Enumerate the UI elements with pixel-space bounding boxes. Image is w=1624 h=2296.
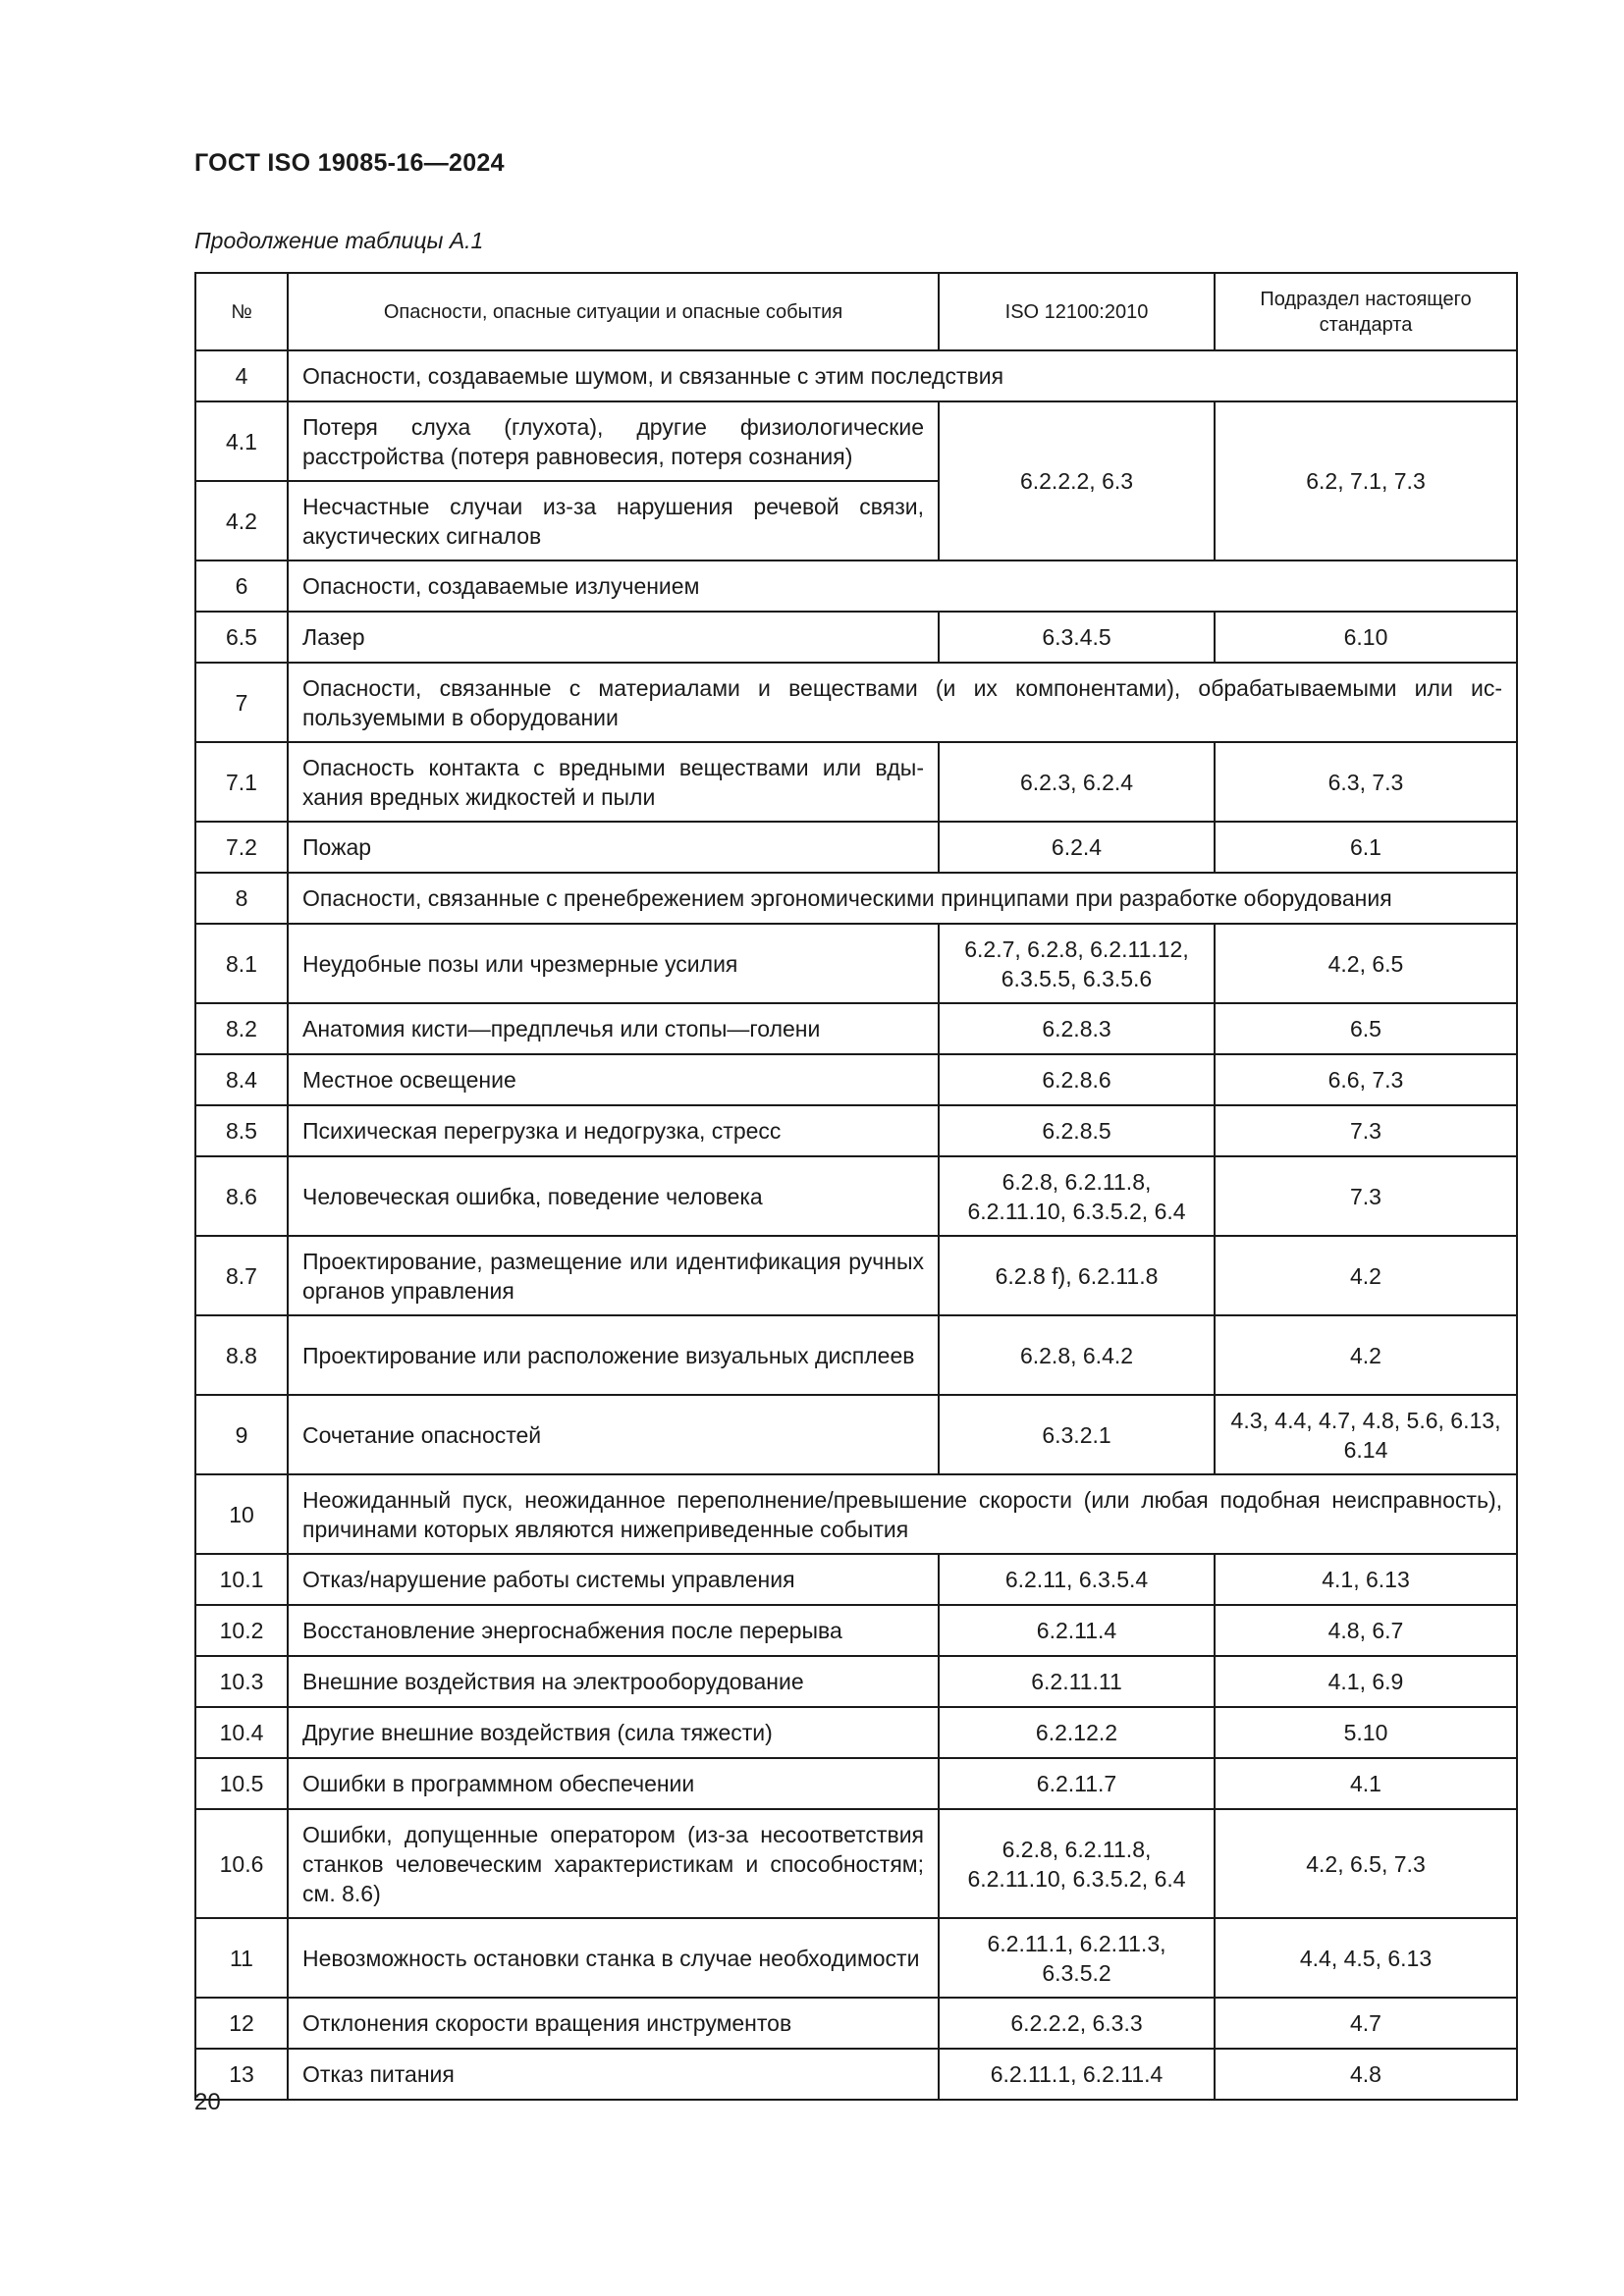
subsection-reference: 6.6, 7.3 bbox=[1215, 1054, 1517, 1105]
table-row bbox=[195, 1315, 1517, 1395]
iso-reference: 6.2.7, 6.2.8, 6.2.11.12, 6.3.5.5, 6.3.5.6 bbox=[939, 924, 1215, 1003]
subsection-reference: 4.1, 6.9 bbox=[1215, 1656, 1517, 1707]
table-row bbox=[195, 822, 1517, 873]
hazard-description: Местное освещение bbox=[288, 1054, 939, 1105]
group-description: Опасности, создаваемые излучением bbox=[288, 561, 1517, 612]
row-number: 11 bbox=[195, 1918, 288, 1998]
iso-reference: 6.2.11.7 bbox=[939, 1758, 1215, 1809]
iso-reference: 6.2.8 f), 6.2.11.8 bbox=[939, 1236, 1215, 1315]
subsection-reference: 4.1 bbox=[1215, 1758, 1517, 1809]
table-row bbox=[195, 1003, 1517, 1054]
row-number: 4 bbox=[195, 350, 288, 401]
subsection-reference: 4.2, 6.5 bbox=[1215, 924, 1517, 1003]
iso-reference: 6.2.11.1, 6.2.11.3, 6.3.5.2 bbox=[939, 1918, 1215, 1998]
table-row bbox=[195, 742, 1517, 822]
row-number: 10.4 bbox=[195, 1707, 288, 1758]
row-number: 7.2 bbox=[195, 822, 288, 873]
table-row bbox=[195, 1236, 1517, 1315]
iso-reference: 6.3.2.1 bbox=[939, 1395, 1215, 1474]
row-number: 10.5 bbox=[195, 1758, 288, 1809]
hazard-description: Отклонения скорости вращения инструментов bbox=[288, 1998, 939, 2049]
table-row bbox=[195, 1918, 1517, 1998]
hazard-description: Восстановление энергоснабжения после перерыва bbox=[288, 1605, 939, 1656]
row-number: 8.7 bbox=[195, 1236, 288, 1315]
table-row bbox=[195, 1656, 1517, 1707]
table-row bbox=[195, 1707, 1517, 1758]
hazard-description: Внешние воздействия на электрооборудование bbox=[288, 1656, 939, 1707]
row-number: 10 bbox=[195, 1474, 288, 1554]
iso-reference: 6.2.8.3 bbox=[939, 1003, 1215, 1054]
row-number: 8 bbox=[195, 873, 288, 924]
iso-reference: 6.2.3, 6.2.4 bbox=[939, 742, 1215, 822]
column-header-iso: ISO 12100:2010 bbox=[939, 273, 1215, 350]
table-header-row bbox=[195, 273, 1517, 350]
document-code: ГОСТ ISO 19085-16—2024 bbox=[194, 149, 505, 177]
hazard-description: Отказ питания bbox=[288, 2049, 939, 2100]
table-row bbox=[195, 1809, 1517, 1918]
subsection-reference: 6.3, 7.3 bbox=[1215, 742, 1517, 822]
hazard-description: Проектирование, размещение или идентификация ручных органов управления bbox=[288, 1236, 939, 1315]
iso-reference: 6.2.2.2, 6.3.3 bbox=[939, 1998, 1215, 2049]
subsection-reference: 6.5 bbox=[1215, 1003, 1517, 1054]
table-row bbox=[195, 1758, 1517, 1809]
hazard-description: Потеря слуха (глухота), другие физиологические расстройства (потеря равновесия, потеря сознания) bbox=[288, 401, 939, 481]
table-row bbox=[195, 873, 1517, 924]
subsection-reference: 7.3 bbox=[1215, 1156, 1517, 1236]
subsection-reference: 4.1, 6.13 bbox=[1215, 1554, 1517, 1605]
table-row bbox=[195, 1474, 1517, 1554]
column-header-hazards: Опасности, опасные ситуации и опасные события bbox=[288, 273, 939, 350]
row-number: 8.6 bbox=[195, 1156, 288, 1236]
subsection-reference: 4.8, 6.7 bbox=[1215, 1605, 1517, 1656]
iso-reference: 6.2.4 bbox=[939, 822, 1215, 873]
page-number: 20 bbox=[194, 2089, 221, 2115]
row-number: 10.6 bbox=[195, 1809, 288, 1918]
group-description: Опасности, связанные с материалами и веществами (и их компонентами), обрабатываемыми или используемыми в оборудовании bbox=[288, 663, 1517, 742]
row-number: 10.2 bbox=[195, 1605, 288, 1656]
iso-reference: 6.2.11.11 bbox=[939, 1656, 1215, 1707]
row-number: 9 bbox=[195, 1395, 288, 1474]
row-number: 6 bbox=[195, 561, 288, 612]
row-number: 10.1 bbox=[195, 1554, 288, 1605]
iso-reference: 6.2.12.2 bbox=[939, 1707, 1215, 1758]
hazard-description: Опасность контакта с вредными веществами или вдыхания вредных жидкостей и пыли bbox=[288, 742, 939, 822]
iso-reference: 6.2.8.6 bbox=[939, 1054, 1215, 1105]
table-row bbox=[195, 561, 1517, 612]
hazard-description: Анатомия кисти—предплечья или стопы—голени bbox=[288, 1003, 939, 1054]
table-row bbox=[195, 2049, 1517, 2100]
hazard-description: Человеческая ошибка, поведение человека bbox=[288, 1156, 939, 1236]
column-header-subsection: Подраздел настоящего стандарта bbox=[1215, 273, 1517, 350]
row-number: 6.5 bbox=[195, 612, 288, 663]
hazard-description: Проектирование или расположение визуальных дисплеев bbox=[288, 1315, 939, 1395]
subsection-reference: 4.2 bbox=[1215, 1315, 1517, 1395]
row-number: 8.1 bbox=[195, 924, 288, 1003]
subsection-reference: 4.8 bbox=[1215, 2049, 1517, 2100]
hazard-description: Пожар bbox=[288, 822, 939, 873]
row-number: 10.3 bbox=[195, 1656, 288, 1707]
hazard-description: Отказ/нарушение работы системы управления bbox=[288, 1554, 939, 1605]
row-number: 8.5 bbox=[195, 1105, 288, 1156]
hazard-description: Несчастные случаи из-за нарушения речевой связи, акустических сигналов bbox=[288, 481, 939, 561]
column-header-number: № bbox=[195, 273, 288, 350]
row-number: 7 bbox=[195, 663, 288, 742]
iso-reference: 6.2.8.5 bbox=[939, 1105, 1215, 1156]
subsection-reference: 6.1 bbox=[1215, 822, 1517, 873]
table-row bbox=[195, 924, 1517, 1003]
subsection-reference: 6.10 bbox=[1215, 612, 1517, 663]
iso-reference: 6.2.11, 6.3.5.4 bbox=[939, 1554, 1215, 1605]
hazard-description: Другие внешние воздействия (сила тяжести) bbox=[288, 1707, 939, 1758]
subsection-reference: 4.2, 6.5, 7.3 bbox=[1215, 1809, 1517, 1918]
table-row bbox=[195, 1395, 1517, 1474]
table-caption: Продолжение таблицы А.1 bbox=[194, 228, 484, 253]
table-row bbox=[195, 1105, 1517, 1156]
iso-reference: 6.2.2.2, 6.3 bbox=[939, 401, 1215, 561]
table-row bbox=[195, 350, 1517, 401]
table-row bbox=[195, 1554, 1517, 1605]
row-number: 8.4 bbox=[195, 1054, 288, 1105]
group-description: Неожиданный пуск, неожиданное переполнение/превышение скорости (или любая подобная неисправность), причинами которых являются нижеприведенные события bbox=[288, 1474, 1517, 1554]
subsection-reference: 5.10 bbox=[1215, 1707, 1517, 1758]
group-description: Опасности, создаваемые шумом, и связанные с этим последствия bbox=[288, 350, 1517, 401]
subsection-reference: 6.2, 7.1, 7.3 bbox=[1215, 401, 1517, 561]
subsection-reference: 4.4, 4.5, 6.13 bbox=[1215, 1918, 1517, 1998]
row-number: 8.2 bbox=[195, 1003, 288, 1054]
table-row bbox=[195, 612, 1517, 663]
hazard-description: Психическая перегрузка и недогрузка, стресс bbox=[288, 1105, 939, 1156]
iso-reference: 6.2.8, 6.2.11.8, 6.2.11.10, 6.3.5.2, 6.4 bbox=[939, 1809, 1215, 1918]
table-row bbox=[195, 1054, 1517, 1105]
hazard-description: Лазер bbox=[288, 612, 939, 663]
row-number: 8.8 bbox=[195, 1315, 288, 1395]
iso-reference: 6.2.8, 6.4.2 bbox=[939, 1315, 1215, 1395]
table-row bbox=[195, 1156, 1517, 1236]
table-row bbox=[195, 1605, 1517, 1656]
iso-reference: 6.2.11.1, 6.2.11.4 bbox=[939, 2049, 1215, 2100]
table-row bbox=[195, 1998, 1517, 2049]
table-row bbox=[195, 663, 1517, 742]
row-number: 4.1 bbox=[195, 401, 288, 481]
subsection-reference: 4.3, 4.4, 4.7, 4.8, 5.6, 6.13, 6.14 bbox=[1215, 1395, 1517, 1474]
row-number: 13 bbox=[195, 2049, 288, 2100]
group-description: Опасности, связанные с пренебрежением эргономическими принципами при разработке оборудования bbox=[288, 873, 1517, 924]
hazard-description: Сочетание опасностей bbox=[288, 1395, 939, 1474]
row-number: 12 bbox=[195, 1998, 288, 2049]
iso-reference: 6.2.8, 6.2.11.8, 6.2.11.10, 6.3.5.2, 6.4 bbox=[939, 1156, 1215, 1236]
subsection-reference: 4.7 bbox=[1215, 1998, 1517, 2049]
row-number: 4.2 bbox=[195, 481, 288, 561]
subsection-reference: 7.3 bbox=[1215, 1105, 1517, 1156]
iso-reference: 6.3.4.5 bbox=[939, 612, 1215, 663]
hazard-description: Неудобные позы или чрезмерные усилия bbox=[288, 924, 939, 1003]
hazards-table bbox=[194, 272, 1518, 2101]
hazard-description: Невозможность остановки станка в случае необходимости bbox=[288, 1918, 939, 1998]
row-number: 7.1 bbox=[195, 742, 288, 822]
subsection-reference: 4.2 bbox=[1215, 1236, 1517, 1315]
hazard-description: Ошибки, допущенные оператором (из-за несоответствия станков человеческим характеристикам и способностям; см. 8.6) bbox=[288, 1809, 939, 1918]
iso-reference: 6.2.11.4 bbox=[939, 1605, 1215, 1656]
hazard-description: Ошибки в программном обеспечении bbox=[288, 1758, 939, 1809]
table-row bbox=[195, 401, 1517, 481]
